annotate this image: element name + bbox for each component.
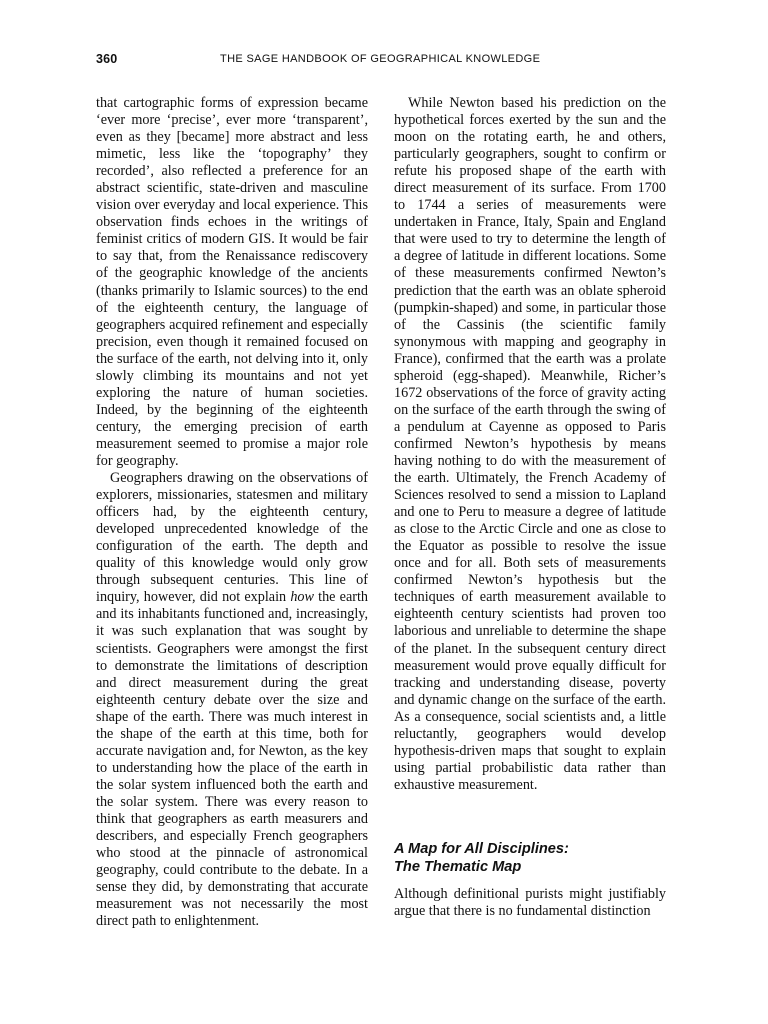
running-header xyxy=(96,52,666,70)
section-heading-line-1: A Map for All Disciplines: xyxy=(394,840,569,857)
paragraph-text: Geographers drawing on the observations of explorers, missionaries, statesmen and military officers had, by the eighteenth century, developed unprecedented knowledge of the configuration of the earth. The depth and quality of this knowledge would only grow through subsequent centuries. This line of inquiry, however, did not explain xyxy=(96,470,368,606)
paragraph-geographers xyxy=(96,470,368,930)
right-column xyxy=(394,95,666,920)
paragraph-continuation: that cartographic forms of expression became ‘ever more ‘precise’, ever more ‘transparent’, even as they [became] more abstract and less mimetic, less like the ‘topography’ they recorded’, also reflected a preference for an abstract scientific, state-driven and masculine vision over everyday and local experience. This observation finds echoes in the writings of feminist critics of modern GIS. It would be fair to say that, from the Renaissance rediscovery of the geographic knowledge of the ancients (thanks primarily to Islamic sources) to the end of the eighteenth century, the language of geographers acquired refinement and especially precision, even though it remained focused on the surface of the earth, not delving into it, only slowly climbing its mountains and not yet exploring the nature of human societies. Indeed, by the beginning of the eighteenth century, the emerging precision of earth measurement seemed to promise a major role for geography. xyxy=(96,95,368,469)
section-heading-line-2: The Thematic Map xyxy=(394,858,522,875)
section-heading xyxy=(394,840,666,876)
paragraph-newton: While Newton based his prediction on the hypothetical forces exerted by the sun and the moon on the rotating earth, he and others, particularly geographers, sought to confirm or refute his proposed shape of the earth with direct measurement of its surface. From 1700 to 1744 a series of measurements were undertaken in France, Italy, Spain and England that were used to try to determine the length of a degree of latitude in different locations. Some of these measurements confirmed Newton’s prediction that the earth was an oblate spheroid (pumpkin-shaped) and some, in particular those of the Cassinis (the scientific family synonymous with mapping and geography in France), confirmed that the earth was a prolate spheroid (egg-shaped). Meanwhile, Richer’s 1672 observations of the force of gravity acting on the surface of the earth through the swing of a pendulum at Cayenne as opposed to Paris confirmed Newton’s hypothesis by means having nothing to do with the measurement of the earth. Ultimately, the French Academy of Sciences resolved to send a mission to Lapland and one to Peru to measure a degree of latitude as close to the Arctic Circle and one as close to the Equator as possible to resolve the issue once and for all. Both sets of measurements confirmed Newton’s hypothesis but the techniques of earth measurement available to eighteenth century scientists had proven too laborious and unreliable to determine the shape of the planet. In the subsequent century direct measurement would prove equally difficult for tracking and understanding disease, poverty and dynamic change on the surface of the earth. As a consequence, social scientists and, a little reluctantly, geographers would develop hypothesis-driven maps that sought to explain using partial probabilistic data rather than exhaustive measurement. xyxy=(394,95,666,793)
page-number: 360 xyxy=(96,52,118,66)
emphasis-how: how xyxy=(290,589,314,606)
left-column xyxy=(96,95,368,930)
book-title: THE SAGE HANDBOOK OF GEOGRAPHICAL KNOWLEDGE xyxy=(220,53,541,65)
paragraph-thematic-map: Although definitional purists might justifiably argue that there is no fundamental distinction xyxy=(394,885,666,919)
paragraph-text: the earth and its inhabitants functioned and, increasingly, it was such explanation that was sought by scientists. Geographers were amongst the first to demonstrate the limitations of description and direct measurement during the great eighteenth century debate over the size and shape of the earth. There was much interest in the shape of the earth at this time, both for accurate navigation and, for Newton, as the key to understanding how the place of the earth in the solar system influenced both the earth and the solar system. There was every reason to think that geographers as earth measurers and describers, and especially French geographers who stood at the pinnacle of astronomical geography, could contribute to the debate. In a sense they did, by demonstrating that accurate measurement was not necessarily the most direct path to enlightenment. xyxy=(96,589,368,930)
